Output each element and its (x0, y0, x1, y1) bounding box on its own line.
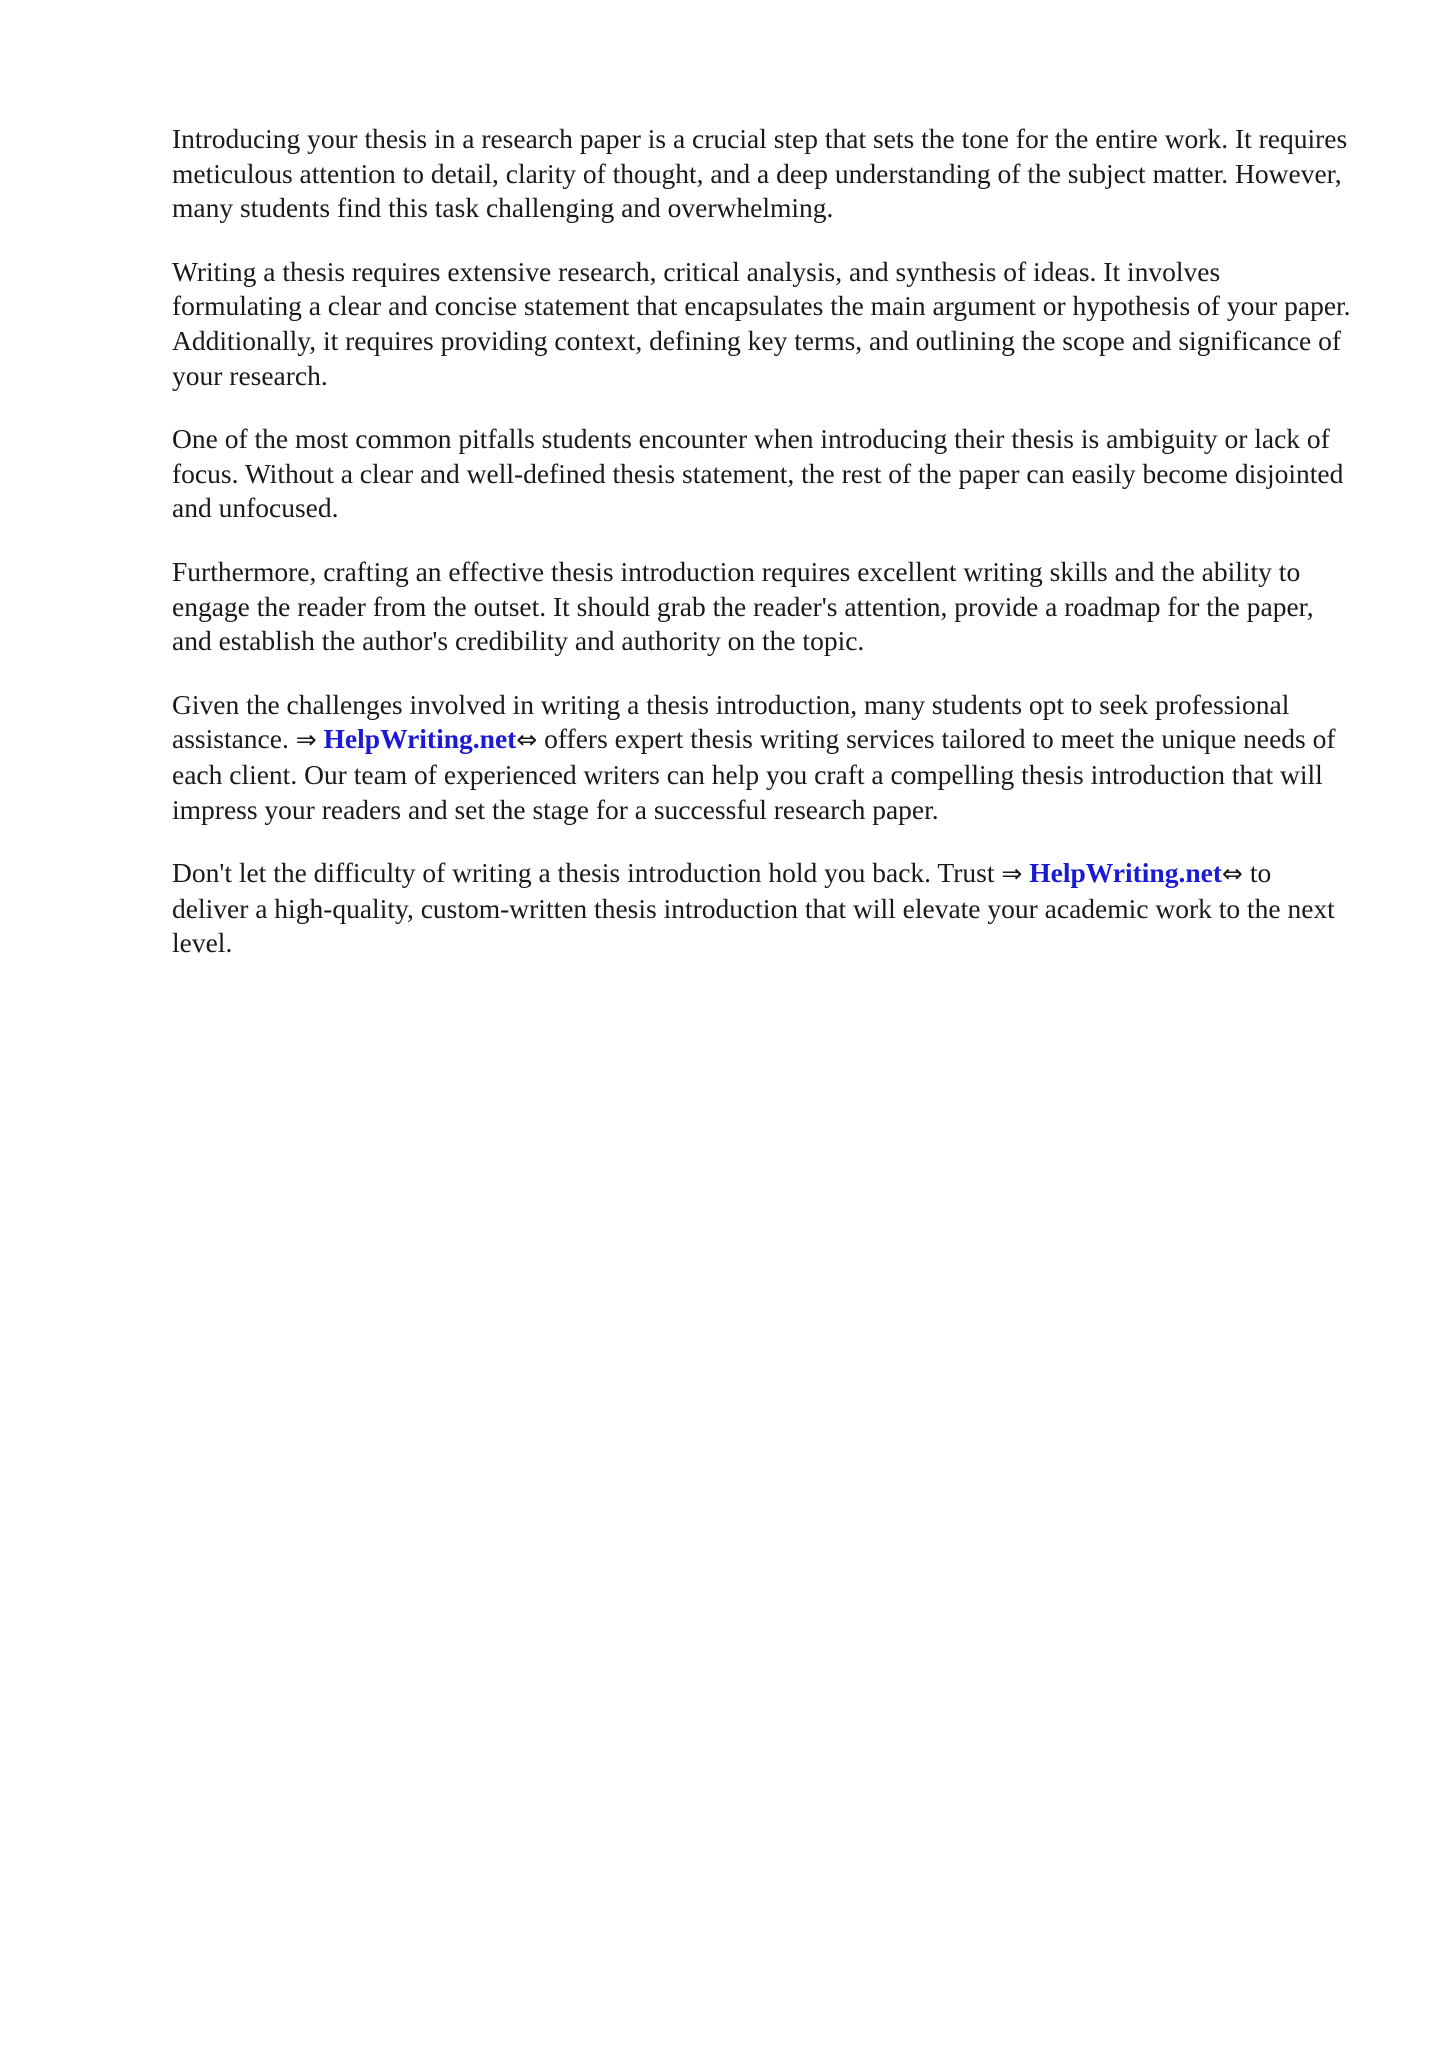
paragraph-6-text-after: to deliver a high-quality, custom-written thesis introduction that will elevate your academic work to the next level. (172, 857, 1335, 959)
arrow-both-icon: ⇔ (1221, 859, 1243, 889)
helpwriting-link[interactable]: HelpWriting.net (1029, 857, 1222, 889)
paragraph-2: Writing a thesis requires extensive research, critical analysis, and synthesis of ideas. It involves formulating a clear and concise statement that encapsulates the main argument or hypothesis of your paper. Additionally, it requires providing context, defining key terms, and outlining the scope and significance of your research. (172, 255, 1351, 391)
paragraph-6-text-before: Don't let the difficulty of writing a thesis introduction hold you back. Trust (172, 857, 1002, 889)
paragraph-5-text-before: Given the challenges involved in writing a thesis introduction, many students opt to seek professional assistance. (172, 688, 1290, 755)
paragraph-6 (172, 856, 1352, 961)
paragraph-4: Furthermore, crafting an effective thesis introduction requires excellent writing skills and the ability to engage the reader from the outset. It should grab the reader's attention, provide a roadmap for the paper, and establish the author's credibility and authority on the topic. (172, 555, 1314, 657)
helpwriting-link[interactable]: HelpWriting.net (323, 723, 517, 755)
paragraph-5-text-after: offers expert thesis writing services tailored to meet the unique needs of each client. Our team of experienced writers can help you craft a compelling thesis introduction that will impress your readers and set the stage for a successful research paper. (172, 723, 1336, 825)
arrow-right-icon: ⇒ (1001, 859, 1023, 889)
arrow-both-icon: ⇔ (516, 725, 538, 755)
arrow-right-icon: ⇒ (295, 725, 317, 755)
document-body (172, 122, 1352, 990)
paragraph-1: Introducing your thesis in a research paper is a crucial step that sets the tone for the entire work. It requires meticulous attention to detail, clarity of thought, and a deep understanding of the subject matter. However, many students find this task challenging and overwhelming. (172, 123, 1348, 224)
paragraph-5 (172, 688, 1352, 827)
paragraph-3: One of the most common pitfalls students encounter when introducing their thesis is ambiguity or lack of focus. Without a clear and well-defined thesis statement, the rest of the paper can easily become disjointed and unfocused. (172, 423, 1344, 524)
